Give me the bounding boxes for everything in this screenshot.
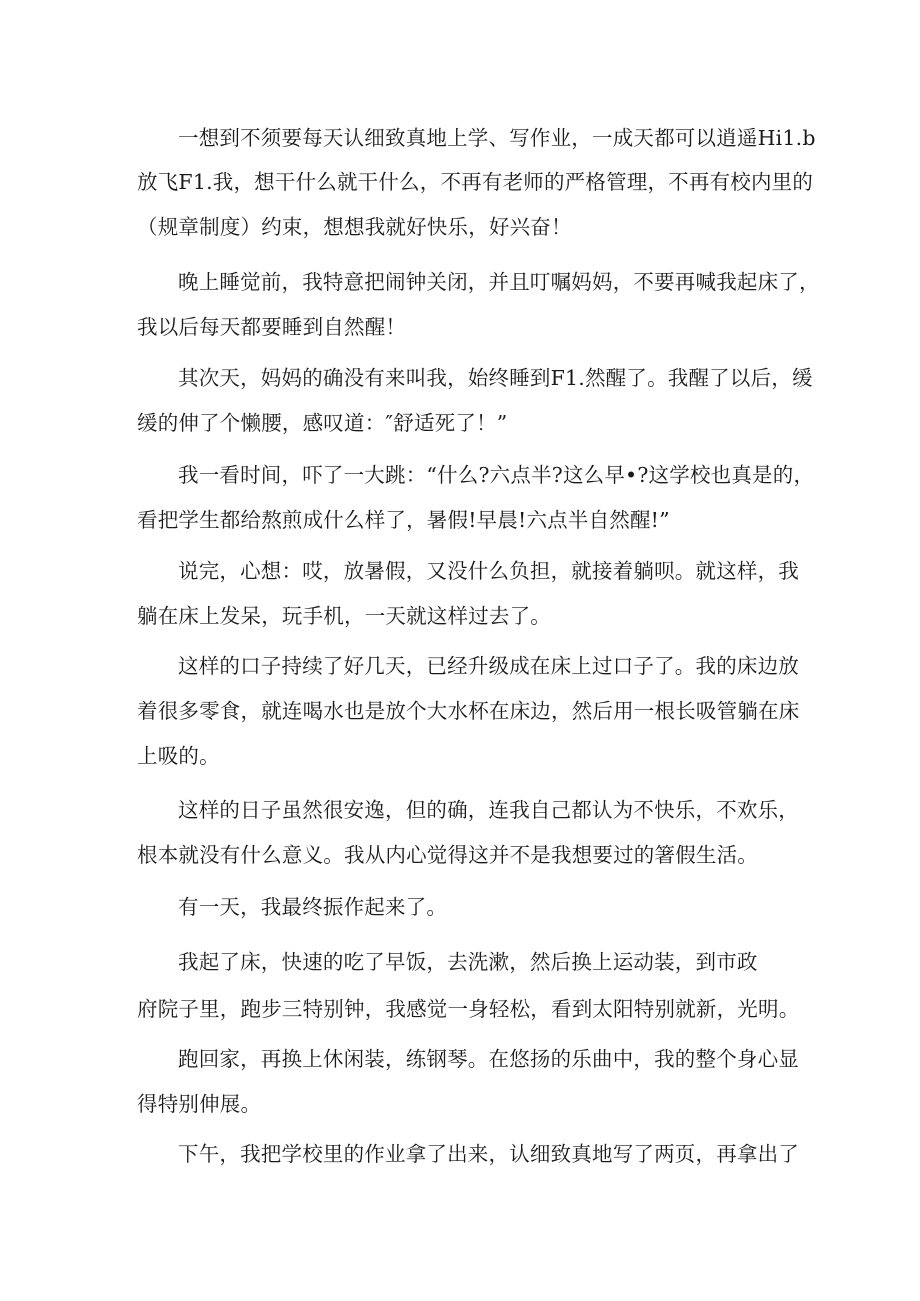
text-line: 看把学生都给熬煎成什么样了，暑假!早晨!六点半自然醒!”: [137, 508, 670, 532]
text-line: 我一看时间，吓了一大跳：“什么?六点半?这么早•?这学校也真是的，: [178, 463, 815, 487]
text-line: 晚上睡觉前，我特意把闹钟关闭，并且叮嘱妈妈，不要再喊我起床了，: [178, 270, 820, 294]
text-line: 府院子里，跑步三特别钟，我感觉一身轻松，看到太阳特别就新，光明。: [137, 997, 800, 1021]
text-line: 放飞F1.我，想干什么就干什么，不再有老师的严格管理，不再有校内里的: [137, 170, 814, 194]
text-line: 有一天，我最终振作起来了。: [178, 895, 448, 919]
text-line: 这样的口子持续了好几天，已经升级成在床上过口子了。我的床边放: [178, 654, 799, 678]
text-line: 其次天，妈妈的确没有来叫我，始终睡到F1.然醒了。我醒了以后，缓: [178, 366, 813, 390]
text-line: 躺在床上发呆，玩手机，一天就这样过去了。: [137, 604, 551, 628]
text-line: 缓的伸了个懒腰，感叹道：″舒适死了！”: [137, 411, 508, 435]
text-line: 跑回家，再换上休闲装，练钢琴。在悠扬的乐曲中，我的整个身心显: [178, 1047, 799, 1071]
text-line: 一想到不须要每天认细致真地上学、写作业，一成天都可以逍遥Hi1.b: [178, 126, 816, 150]
text-line: 这样的日子虽然很安逸，但的确，连我自己都认为不快乐，不欢乐，: [178, 798, 799, 822]
text-line: 着很多零食，就连喝水也是放个大水杯在床边，然后用一根长吸管躺在床: [137, 699, 800, 723]
text-line: 根本就没有什么意义。我从内心觉得这并不是我想要过的箸假生活。: [137, 843, 758, 867]
text-line: 下午，我把学校里的作业拿了出来，认细致真地写了两页，再拿出了: [178, 1142, 799, 1166]
text-line: （规章制度）约束，想想我就好快乐，好兴奋！: [137, 215, 572, 239]
text-line: 得特别伸展。: [137, 1092, 262, 1116]
text-line: 我起了床，快速的吃了早饭，去洗漱，然后换上运动装，到市政: [178, 950, 758, 974]
text-line: 我以后每天都要睡到自然醒！: [137, 315, 407, 339]
text-line: 说完，心想：哎，放暑假，又没什么负担，就接着躺呗。就这样，我: [178, 559, 799, 583]
text-line: 上吸的。: [137, 744, 220, 768]
